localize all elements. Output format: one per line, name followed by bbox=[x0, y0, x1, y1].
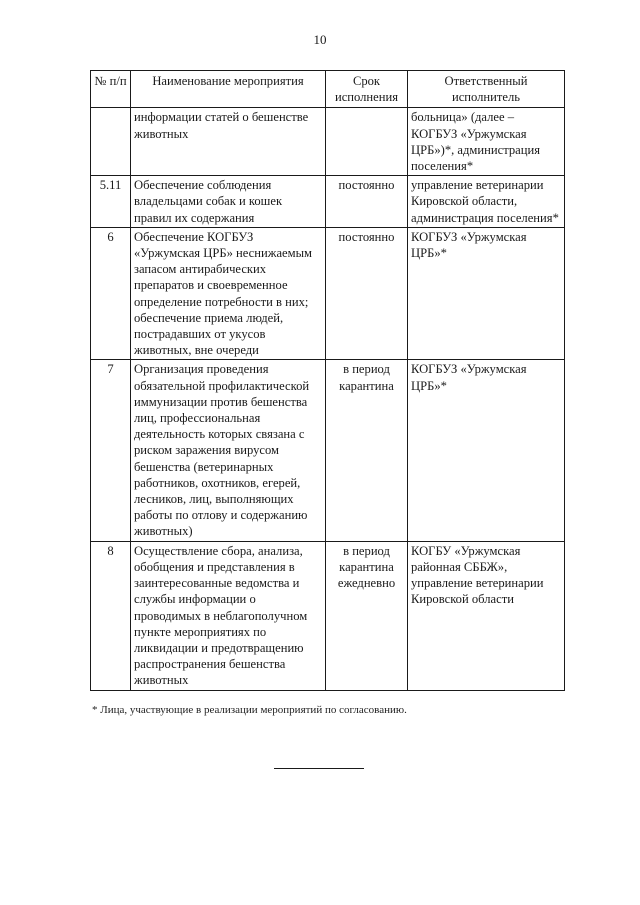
page-number: 10 bbox=[313, 32, 327, 47]
table-header-row bbox=[91, 71, 565, 108]
table-row bbox=[91, 108, 565, 176]
table-row bbox=[91, 360, 565, 541]
table-row bbox=[91, 227, 565, 360]
row-num: 6 bbox=[91, 227, 131, 360]
row-title: Обеспечение КОГБУЗ «Уржумская ЦРБ» неснижаемым запасом антирабических препаратов и своевременное определение потребности в них; обеспечение приема людей, пострадавших от укусов животных, вне очереди bbox=[131, 227, 326, 360]
row-term bbox=[326, 108, 408, 176]
header-num: № п/п bbox=[91, 71, 131, 108]
row-resp: КОГБУ «Уржумская районная СББЖ», управление ветеринарии Кировской области bbox=[408, 541, 565, 690]
table-row bbox=[91, 176, 565, 228]
row-resp: управление ветеринарии Кировской области, администрация поселения* bbox=[408, 176, 565, 228]
row-num: 7 bbox=[91, 360, 131, 541]
row-resp: КОГБУЗ «Уржумская ЦРБ»* bbox=[408, 227, 565, 360]
measures-table bbox=[90, 70, 565, 691]
row-num: 5.11 bbox=[91, 176, 131, 228]
table-row bbox=[91, 541, 565, 690]
header-resp: Ответственный исполнитель bbox=[408, 71, 565, 108]
row-title: Обеспечение соблюдения владельцами собак и кошек правил их содержания bbox=[131, 176, 326, 228]
row-num bbox=[91, 108, 131, 176]
footnote: * Лица, участвующие в реализации мероприятий по согласованию. bbox=[92, 704, 407, 716]
row-term: постоянно bbox=[326, 176, 408, 228]
row-term: постоянно bbox=[326, 227, 408, 360]
row-title: Осуществление сбора, анализа, обобщения и представления в заинтересованные ведомства и службы информации о проводимых в неблагополучном пункте мероприятиях по ликвидации и предотвращению распространения бешенства животных bbox=[131, 541, 326, 690]
row-term: в период карантина ежедневно bbox=[326, 541, 408, 690]
row-term: в период карантина bbox=[326, 360, 408, 541]
row-title: Организация проведения обязательной профилактической иммунизации против бешенства лиц, профессиональная деятельность которых связана с риском заражения вирусом бешенства (ветеринарных работников, охотников, егерей, лесников, лиц, выполняющих работы по отлову и содержанию животных) bbox=[131, 360, 326, 541]
header-term: Срок исполнения bbox=[326, 71, 408, 108]
end-divider bbox=[274, 768, 364, 769]
header-title: Наименование мероприятия bbox=[131, 71, 326, 108]
row-resp: больница» (далее – КОГБУЗ «Уржумская ЦРБ»)*, администрация поселения* bbox=[408, 108, 565, 176]
row-resp: КОГБУЗ «Уржумская ЦРБ»* bbox=[408, 360, 565, 541]
row-num: 8 bbox=[91, 541, 131, 690]
row-title: информации статей о бешенстве животных bbox=[131, 108, 326, 176]
